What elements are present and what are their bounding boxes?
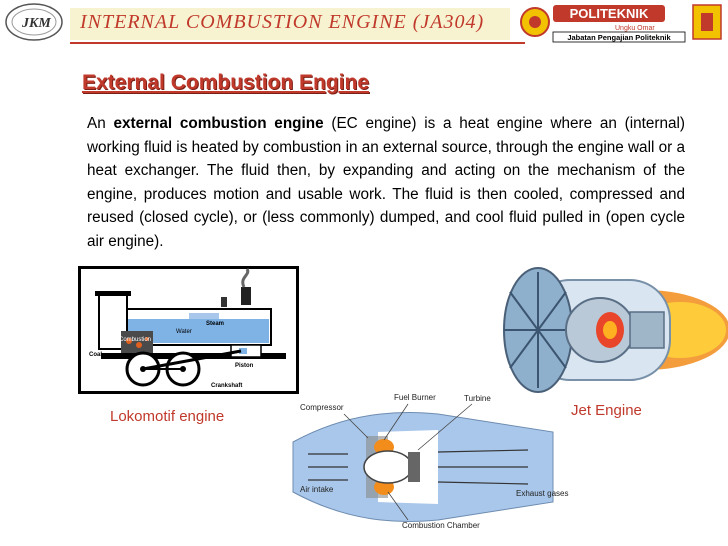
label-combustion-chamber: Combustion Chamber — [402, 521, 480, 530]
label-combustion: Combustion — [119, 337, 152, 343]
svg-text:JKM: JKM — [22, 16, 51, 31]
turbojet-diagram — [288, 392, 569, 542]
svg-text:Ungku Omar: Ungku Omar — [615, 25, 655, 32]
jet-engine-image — [480, 262, 726, 398]
svg-text:POLITEKNIK: POLITEKNIK — [569, 6, 649, 21]
label-piston: Piston — [235, 363, 254, 369]
label-exhaust: Exhaust gases — [516, 489, 569, 498]
label-air-intake: Air intake — [300, 485, 334, 494]
jkm-logo — [2, 1, 72, 43]
header-rule — [70, 42, 525, 44]
label-turbine: Turbine — [464, 394, 491, 403]
header-title: INTERNAL COMBUSTION ENGINE (JA304) — [80, 11, 485, 33]
politeknik-logo — [515, 1, 725, 43]
svg-text:Jabatan Pengajian Politeknik: Jabatan Pengajian Politeknik — [567, 33, 671, 42]
label-compressor: Compressor — [300, 403, 344, 412]
intro-bold-term: external combustion engine — [113, 115, 324, 132]
slide-title: External Combustion Engine — [82, 71, 370, 94]
label-steam: Steam — [206, 321, 225, 327]
locomotive-figure — [78, 266, 299, 394]
label-water: Water — [176, 329, 192, 335]
label-crankshaft: Crankshaft — [211, 383, 243, 389]
intro-paragraph: An external combustion engine (EC engine) is a heat engine where an (internal) working fluid is heated by combustion in an external source, through the engine wall or a heat exchanger. The fluid then, by expanding and acting on the mechanism of the engine, produces motion and usable work. The fluid is then cooled, compressed and reused (closed cycle), or (less commonly) dumped, and cool fluid pulled in (open cycle air engine). — [87, 115, 685, 250]
slide-header — [0, 0, 728, 46]
label-fuel-burner: Fuel Burner — [394, 393, 436, 402]
locomotive-diagram — [81, 269, 296, 391]
label-coal: Coal — [89, 352, 103, 358]
locomotive-caption: Lokomotif engine — [110, 408, 225, 425]
jet-caption: Jet Engine — [571, 402, 642, 419]
